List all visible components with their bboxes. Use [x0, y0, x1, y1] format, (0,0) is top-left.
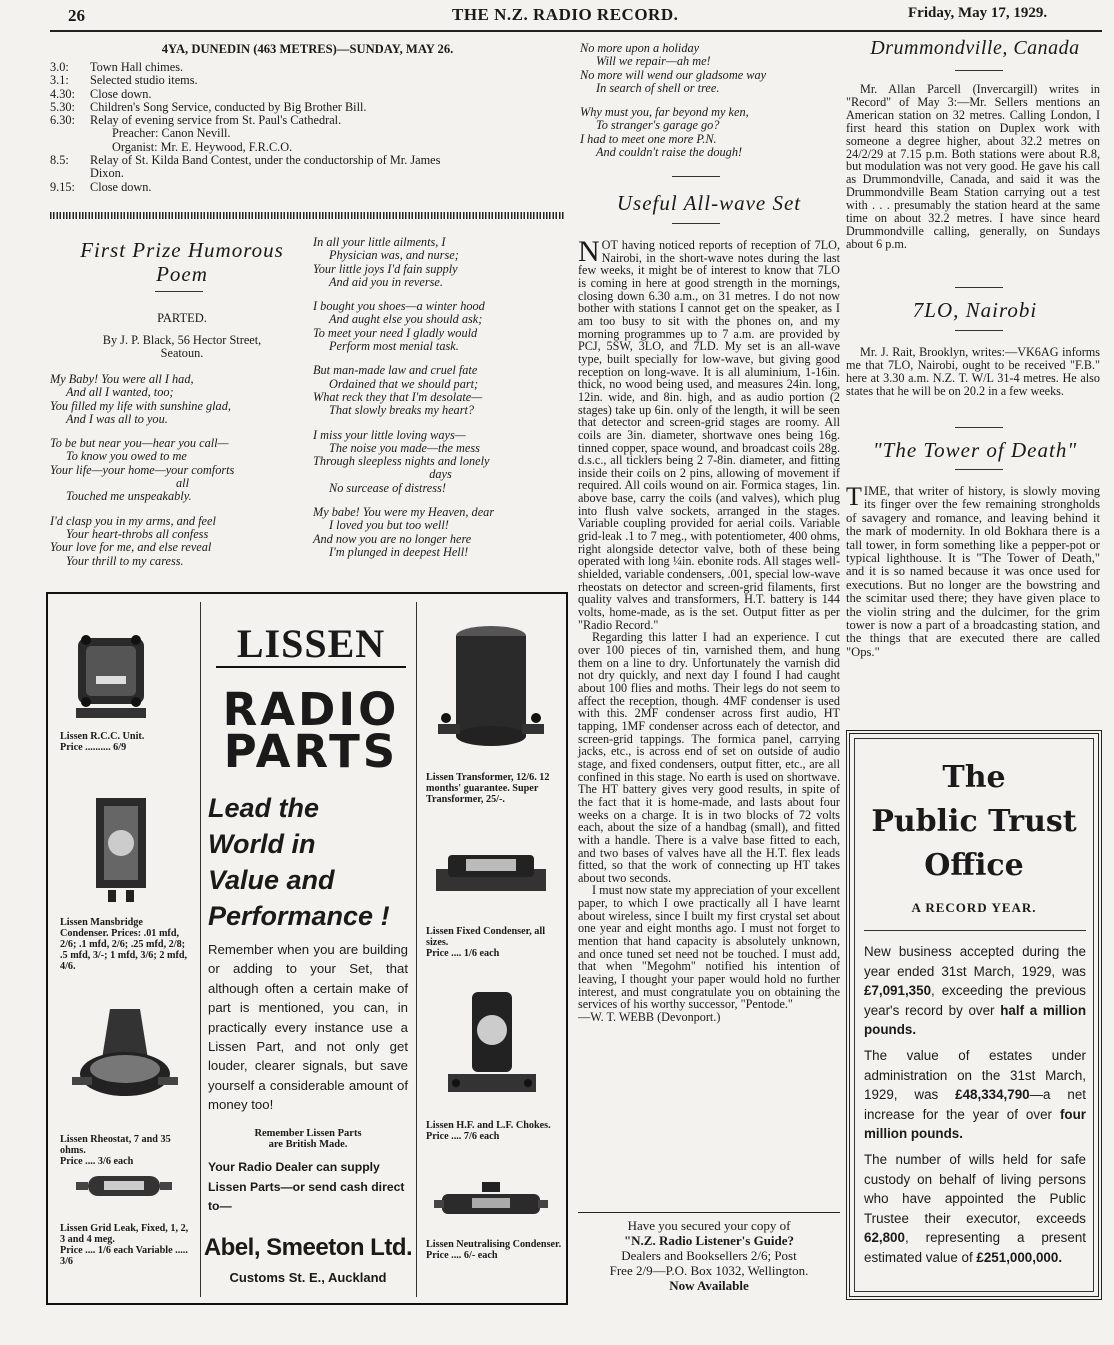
nairobi-heading: 7LO, Nairobi — [912, 298, 1038, 322]
mansbridge-image — [86, 788, 156, 908]
programme-text: Dixon. — [90, 166, 124, 181]
pt-title — [856, 756, 1092, 888]
pt-title-2: Public Trust — [871, 804, 1077, 839]
rheostat-name: Lissen Rheostat, 7 and 35 ohms. — [60, 1134, 171, 1156]
lissen-address: Customs St. E., Auckland — [229, 1270, 387, 1285]
programme-time: 3.0: — [50, 60, 69, 74]
rcc-unit-name: Lissen R.C.C. Unit. — [60, 731, 145, 742]
chokes-image — [442, 990, 542, 1105]
drummond-body: Mr. Allan Parcell (Invercargill) writes in "Record" of May 3:—Mr. Sellers mentions an American station on 32 metres. Calling London, I first heard this station on Duplex work with someone a degree higher, about 32.2 metres on 24/2/29 at 7.15 p.m. Both stations were about R.8, but modulation was not very good. He gave his call as Drummondville, Canada, and said it was the Drummondville Beam Station carrying out a test with . . . presumably the station heard at the same time on about 32.2 metres. I have since heard Drummondville calling, generally, on Sundays about 6 p.m. — [846, 82, 1100, 251]
transformer-image — [436, 618, 546, 763]
product-grid-leak — [60, 1174, 194, 1267]
stanza — [313, 364, 568, 417]
pt-subtitle: A RECORD YEAR. — [911, 900, 1037, 915]
verse-line: The noise you made—the mess — [329, 440, 480, 455]
grid-leak-image — [74, 1174, 174, 1198]
stanza — [313, 300, 568, 353]
lissen-parts: PARTS — [223, 725, 399, 778]
pt-para-1: New business accepted during the year ended 31st March, 1929, was £7,091,350, exceeding the previous year's record by over half a million pounds. — [864, 944, 1086, 1038]
fixed-condenser-image — [432, 849, 550, 901]
pt-para-2: The value of estates under administration on the 31st March, 1929, was £48,334,790—a net increase for the year of over four million pounds. — [864, 1047, 1086, 1142]
neutralising-image — [432, 1180, 550, 1230]
poem-heading-line2: Poem — [156, 262, 208, 286]
verse-line: No surcease of distress! — [329, 480, 446, 495]
programme-time: 9.15: — [50, 179, 75, 194]
verse-line: And I was all to you. — [66, 411, 168, 426]
rcc-unit-price: Price .......... 6/9 — [60, 742, 127, 753]
verse-line: Physician was, and nurse; — [329, 248, 459, 263]
fixed-condenser-price: Price .... 1/6 each — [426, 948, 500, 959]
verse-line: all — [176, 476, 189, 491]
programme-time: 8.5: — [50, 153, 69, 168]
pt-rule — [864, 930, 1086, 931]
chokes-name: Lissen H.F. and L.F. Chokes. — [426, 1120, 551, 1131]
verse-line: I'd clasp you in my arms, and feel — [50, 513, 216, 528]
verse-line: I bought you shoes—a winter hood — [313, 299, 485, 314]
pt-title-3: Office — [924, 848, 1024, 883]
programme-text: Close down. — [90, 86, 152, 101]
programme-time: 4.30: — [50, 86, 75, 101]
masthead: THE N.Z. RADIO RECORD. — [452, 5, 679, 24]
product-rheostat — [60, 999, 194, 1167]
tower-bottom-rule — [955, 469, 1003, 470]
header-rule — [50, 30, 1102, 32]
drummond-rule — [955, 70, 1003, 71]
nairobi-bottom-rule — [955, 330, 1003, 331]
poem-heading-rule — [155, 291, 203, 292]
programme-item — [50, 127, 565, 140]
programme-text: Preacher: Canon Nevill. — [112, 126, 231, 141]
verse-line: And all I wanted, too; — [66, 385, 174, 400]
programme-title: 4YA, DUNEDIN (463 METRES)—SUNDAY, MAY 26. — [161, 42, 454, 56]
lissen-company: Abel, Smeeton Ltd. — [203, 1234, 413, 1261]
transformer-name: Lissen Transformer, 12/6. 12 months' guarantee. Super Transformer, 25/-. — [426, 772, 550, 805]
verse-continuation — [580, 42, 845, 170]
allwave-top-rule — [672, 176, 720, 177]
programme-text: Town Hall chimes. — [90, 60, 184, 74]
allwave-para3: I must now state my appreciation of your excellent paper, to which I owe practically all I have learnt about wireless, since I built my first crystal set about one year and eight months ago. I must not forget to mention that hand capacity is absolutely unknown, and once tuned set need not be touched. I must add, that when "Megohm" notified his intention of leaving, I thought your paper would hold no further interest, and must congratulate you on obtaining the services of his worthy successor, "Pentode." — [578, 883, 840, 1012]
rheostat-price: Price .... 3/6 each — [60, 1156, 134, 1167]
lissen-copy: Remember when you are building or adding to your Set, that although often a certain make of part is mentioned, you can, in practically every instance use a Lissen Part, and not only get louder, clearer signals, but save yourself a considerable amount of money too! — [208, 942, 408, 1113]
verse-line: To know you owed to me — [66, 449, 187, 464]
stanza — [313, 429, 568, 495]
british-2: are British Made. — [268, 1139, 348, 1150]
programme-item — [50, 61, 565, 74]
poem-byline-2: Seatoun. — [160, 346, 204, 361]
programme-item — [50, 181, 565, 194]
rheostat-image — [70, 999, 180, 1119]
product-mansbridge — [60, 788, 194, 972]
poem-byline-1: By J. P. Black, 56 Hector Street, — [102, 333, 262, 347]
tower-dropcap: T — [846, 482, 862, 511]
lissen-dealer: Your Radio Dealer can supply Lissen Parts—or send cash direct to— — [208, 1160, 405, 1214]
verse-line: But man-made law and cruel fate — [313, 363, 478, 378]
verse-line: And aught else you should ask; — [329, 312, 483, 327]
programme-text: Relay of St. Kilda Band Contest, under the conductorship of Mr. James — [90, 153, 441, 168]
verse-line: And couldn't raise the dough! — [596, 145, 743, 160]
tagline-4: Performance ! — [208, 901, 390, 931]
guide-box — [578, 1218, 840, 1293]
poem-right-column — [313, 236, 568, 570]
stanza — [580, 106, 845, 159]
pt-para-3: The number of wills held for safe custody on behalf of living persons who have appointed the Public Trustee their executor, exceeds 62,800, representing a present estimated value of £251,000,000. — [864, 1151, 1086, 1265]
nairobi-body: Mr. J. Rait, Brooklyn, writes:—VK6AG informs me that 7LO, Nairobi, ought to be received "F.B." here at 3.30 a.m. N.Z. T. W/L 31-4 metres. He also states that he will be on 20.2 in a few weeks. — [846, 345, 1100, 398]
product-transformer — [426, 618, 562, 805]
grid-leak-price: Price .... 1/6 each Variable ..... 3/6 — [60, 1245, 188, 1267]
programme-text: Relay of evening service from St. Paul's Cathedral. — [90, 113, 342, 128]
verse-line: Why must you, far beyond my ken, — [580, 105, 749, 120]
verse-line: In all your little ailments, I — [313, 235, 446, 249]
poem-byline — [52, 334, 312, 361]
programme-time — [50, 167, 90, 180]
lissen-british — [208, 1128, 408, 1150]
programme-item — [50, 114, 565, 127]
verse-line: Through sleepless nights and lonely — [313, 454, 490, 469]
tagline-1: Lead the — [208, 793, 320, 823]
allwave-body — [578, 235, 840, 1025]
programme-time: 3.1: — [50, 73, 69, 88]
verse-line: My babe! You were my Heaven, dear — [313, 505, 495, 520]
allwave-signature: —W. T. WEBB (Devonport.) — [578, 1010, 721, 1025]
verse-line: Your love for me, and else reveal — [50, 540, 212, 555]
poem-left-column — [50, 373, 315, 579]
tower-text: IME, that writer of history, is slowly moving its finger over the few remaining strongholds of savagery and romance, and leaving behind it the mark of modernity. In old Bokhara there is a tall tower, in form something like a pepper-pot or typical lighthouse. It is "The Tower of Death," and it is so named because it was once used for executions. But no longer are the bowstring and the scimitar used there; they have given place to the violin string and the dulcimer, for the grim tower is now a part of a broadcasting station, and the things that are executed there are called "Ops." — [846, 484, 1100, 659]
verse-line: I had to meet one more P.N. — [580, 131, 717, 146]
british-1: Remember Lissen Parts — [254, 1128, 362, 1139]
poem-title: PARTED. — [157, 311, 207, 325]
programme-item — [50, 88, 565, 101]
product-rcc-unit — [60, 626, 192, 753]
stanza — [580, 42, 845, 95]
mansbridge-name: Lissen Mansbridge Condenser. Prices: .01 mfd, 2/6; .1 mfd, 2/6; .25 mfd, 2/8; .5 mfd, 3/-; 1 mfd, 3/6; 2 mfd, 4/6. — [60, 917, 188, 972]
guide-line5: Now Available — [669, 1278, 749, 1293]
verse-line: Your thrill to my caress. — [66, 553, 184, 568]
pt-body — [864, 942, 1086, 1274]
programme-list — [50, 61, 565, 194]
programme-time: 6.30: — [50, 113, 75, 128]
product-chokes — [426, 990, 562, 1142]
product-neutralising — [426, 1180, 562, 1261]
programme-time — [50, 141, 90, 154]
pt-title-1: The — [942, 760, 1006, 795]
verse-line: Will we repair—ah me! — [596, 54, 711, 69]
verse-line: Perform most menial task. — [329, 339, 459, 354]
grid-leak-name: Lissen Grid Leak, Fixed, 1, 2, 3 and 4 meg. — [60, 1223, 189, 1245]
verse-line: I miss your little loving ways— — [313, 427, 466, 442]
lissen-logo: LISSEN — [216, 624, 406, 668]
verse-line: To stranger's garage go? — [596, 118, 720, 133]
guide-line4: Free 2/9—P.O. Box 1032, Wellington. — [609, 1263, 809, 1278]
poem-heading — [52, 238, 312, 286]
chokes-price: Price .... 7/6 each — [426, 1131, 500, 1142]
neutralising-price: Price .... 6/- each — [426, 1250, 498, 1261]
verse-line: I loved you but too well! — [329, 518, 449, 533]
tagline-2: World in — [208, 829, 316, 859]
verse-line: days — [429, 467, 452, 482]
stanza — [313, 506, 568, 559]
separator-bar — [50, 212, 565, 219]
stanza — [50, 373, 315, 426]
verse-line: No more will wend our gladsome way — [580, 67, 767, 82]
allwave-bottom-rule — [672, 223, 720, 224]
verse-line: What reck they that I'm desolate— — [313, 389, 483, 404]
poem-heading-line1: First Prize Humorous — [80, 238, 284, 262]
tower-body — [846, 482, 1100, 659]
programme-time: 5.30: — [50, 99, 75, 114]
guide-line2: "N.Z. Radio Listener's Guide? — [623, 1233, 795, 1248]
tower-top-rule — [955, 427, 1003, 428]
verse-line: And now you are no longer here — [313, 531, 472, 546]
product-fixed-condenser — [426, 849, 562, 959]
tagline-3: Value and — [208, 865, 335, 895]
verse-line: You filled my life with sunshine glad, — [50, 398, 231, 413]
lissen-advert — [46, 592, 568, 1305]
guide-line3: Dealers and Booksellers 2/6; Post — [621, 1248, 797, 1263]
allwave-para1: OT having noticed reports of reception of 7LO, Nairobi, in the short-wave notes during the last few weeks, it might be of interest to know that 7LO is coming in here at good strength in the mornings, closing down 6.30 a.m., on 31 metres. I do not now bother with stations I cannot get on the speaker, as I am too busy to sit with the phones on, and my morning programmes up to 7 a.m. are provided by PCJ, 5SW, 3LO, and 7LD. My set is an all-wave type, built specially for low-wave, but giving good reception on long-wave. It is all aluminium, 1-16in. thick, no wood being used, and measures 24in. long, 12in. wide, and 8in. high, and as audio portion (2 stages) take up 6in. only of the length, it will be seen that detector and screen-grid stages are roomy. All coils are 3in. diameter, shortwave ones being 16g. tinned copper, space wound, and broadcast coils 28g. d.s.c., all ticklers being 2 7-8in. diameter, and fitting inside their coils on 2 pins, allowing of movement if required. All coils wound on air. Formica stages, 1in. above base, carry the coils (and valves), which plug into flush valve sockets, arranged in the stages. Variable coupling provided for aerial coils. Variable grid-leak .1 to 7 meg., with potentiometer, 400 ohms, right alongside detector valve, both of these being operated with long ¼in. ebonite rods. All stages well-shielded, variable condensers, .001, special low-wave rheostats on detector and screen-grid filaments, first quality valves and transformers, H.T. battery is 144 volts, home-made, as is the set. Output fitter as per "Radio Record." — [578, 238, 840, 632]
nairobi-top-rule — [955, 287, 1003, 288]
programme-text: Organist: Mr. E. Heywood, F.R.C.O. — [112, 139, 293, 154]
programme-text: Close down. — [90, 179, 152, 194]
verse-line: To meet your need I gladly would — [313, 325, 478, 340]
verse-line: Touched me unspeakably. — [66, 489, 192, 504]
allwave-para2: Regarding this latter I had an experience. I cut over 100 pieces of tin, varnished them, and hung them on a line to dry. Unfortunately the varnish did not dry quickly, and next day I found I had caught about 100 flies and moths. Their legs do not seem to affect the reception, though. 4MF condenser is used with this. 2MF condenser across first audio, HT tapping, 1MF condenser across each of detector, and screen-grid tappings. The formica panel, carrying jacks, etc., is across end of set on outside of audio stage, and fixed condensers, output fitter, etc., are all confined in this stage. No earth is used on shortwave. The HT battery gives very good results, in spite of the fact that it is home-made, and lasts about four weeks on a charge. It is in two blocks of 72 volts each, about the size of a handbag (small), and fitted with a handle. There is a valve base fitted to each, and two bases of valves have all the H.T. flex leads fitted, so that the work of connecting up HT takes about two seconds. — [578, 630, 840, 885]
stanza — [50, 515, 315, 568]
verse-line: That slowly breaks my heart? — [329, 403, 475, 418]
fixed-condenser-name: Lissen Fixed Condenser, all sizes. — [426, 926, 546, 948]
programme-item — [50, 167, 565, 180]
lissen-radio: RADIO — [222, 683, 400, 736]
allwave-heading: Useful All-wave Set — [616, 191, 802, 215]
ad-divider-left — [200, 602, 201, 1297]
programme-item — [50, 154, 565, 167]
guide-line1: Have you secured your copy of — [627, 1218, 791, 1233]
verse-line: No more upon a holiday — [580, 41, 700, 55]
ad-divider-right — [416, 602, 417, 1297]
stanza — [313, 236, 568, 289]
verse-line: My Baby! You were all I had, — [50, 372, 194, 386]
tower-heading: "The Tower of Death" — [872, 438, 1078, 462]
verse-line: Ordained that we should part; — [329, 376, 479, 391]
verse-line: Your little joys I'd fain supply — [313, 261, 458, 276]
verse-line: Your life—your home—your comforts — [50, 462, 235, 477]
verse-line: I'm plunged in deepest Hell! — [329, 544, 469, 559]
programme-item — [50, 141, 565, 154]
programme-text: Selected studio items. — [90, 73, 198, 88]
page-number: 26 — [68, 6, 85, 25]
public-trust-advert — [846, 730, 1102, 1300]
verse-line: Your heart-throbs all confess — [66, 526, 209, 541]
programme-text: Children's Song Service, conducted by Big Brother Bill. — [90, 99, 367, 114]
programme-item — [50, 74, 565, 87]
lissen-tagline — [208, 790, 414, 934]
drummond-heading: Drummondville, Canada — [870, 37, 1080, 59]
issue-date: Friday, May 17, 1929. — [908, 5, 1048, 21]
programme-section — [50, 42, 565, 194]
programme-item — [50, 101, 565, 114]
rcc-unit-image — [72, 626, 150, 726]
guide-top-rule — [578, 1212, 840, 1213]
neutralising-name: Lissen Neutralising Condenser. — [426, 1239, 562, 1250]
verse-line: In search of shell or tree. — [596, 80, 720, 95]
verse-line: To be but near you—hear you call— — [50, 436, 229, 451]
programme-time — [50, 127, 90, 140]
allwave-dropcap: N — [578, 235, 600, 268]
verse-line: And aid you in reverse. — [329, 274, 443, 289]
stanza — [50, 437, 315, 503]
